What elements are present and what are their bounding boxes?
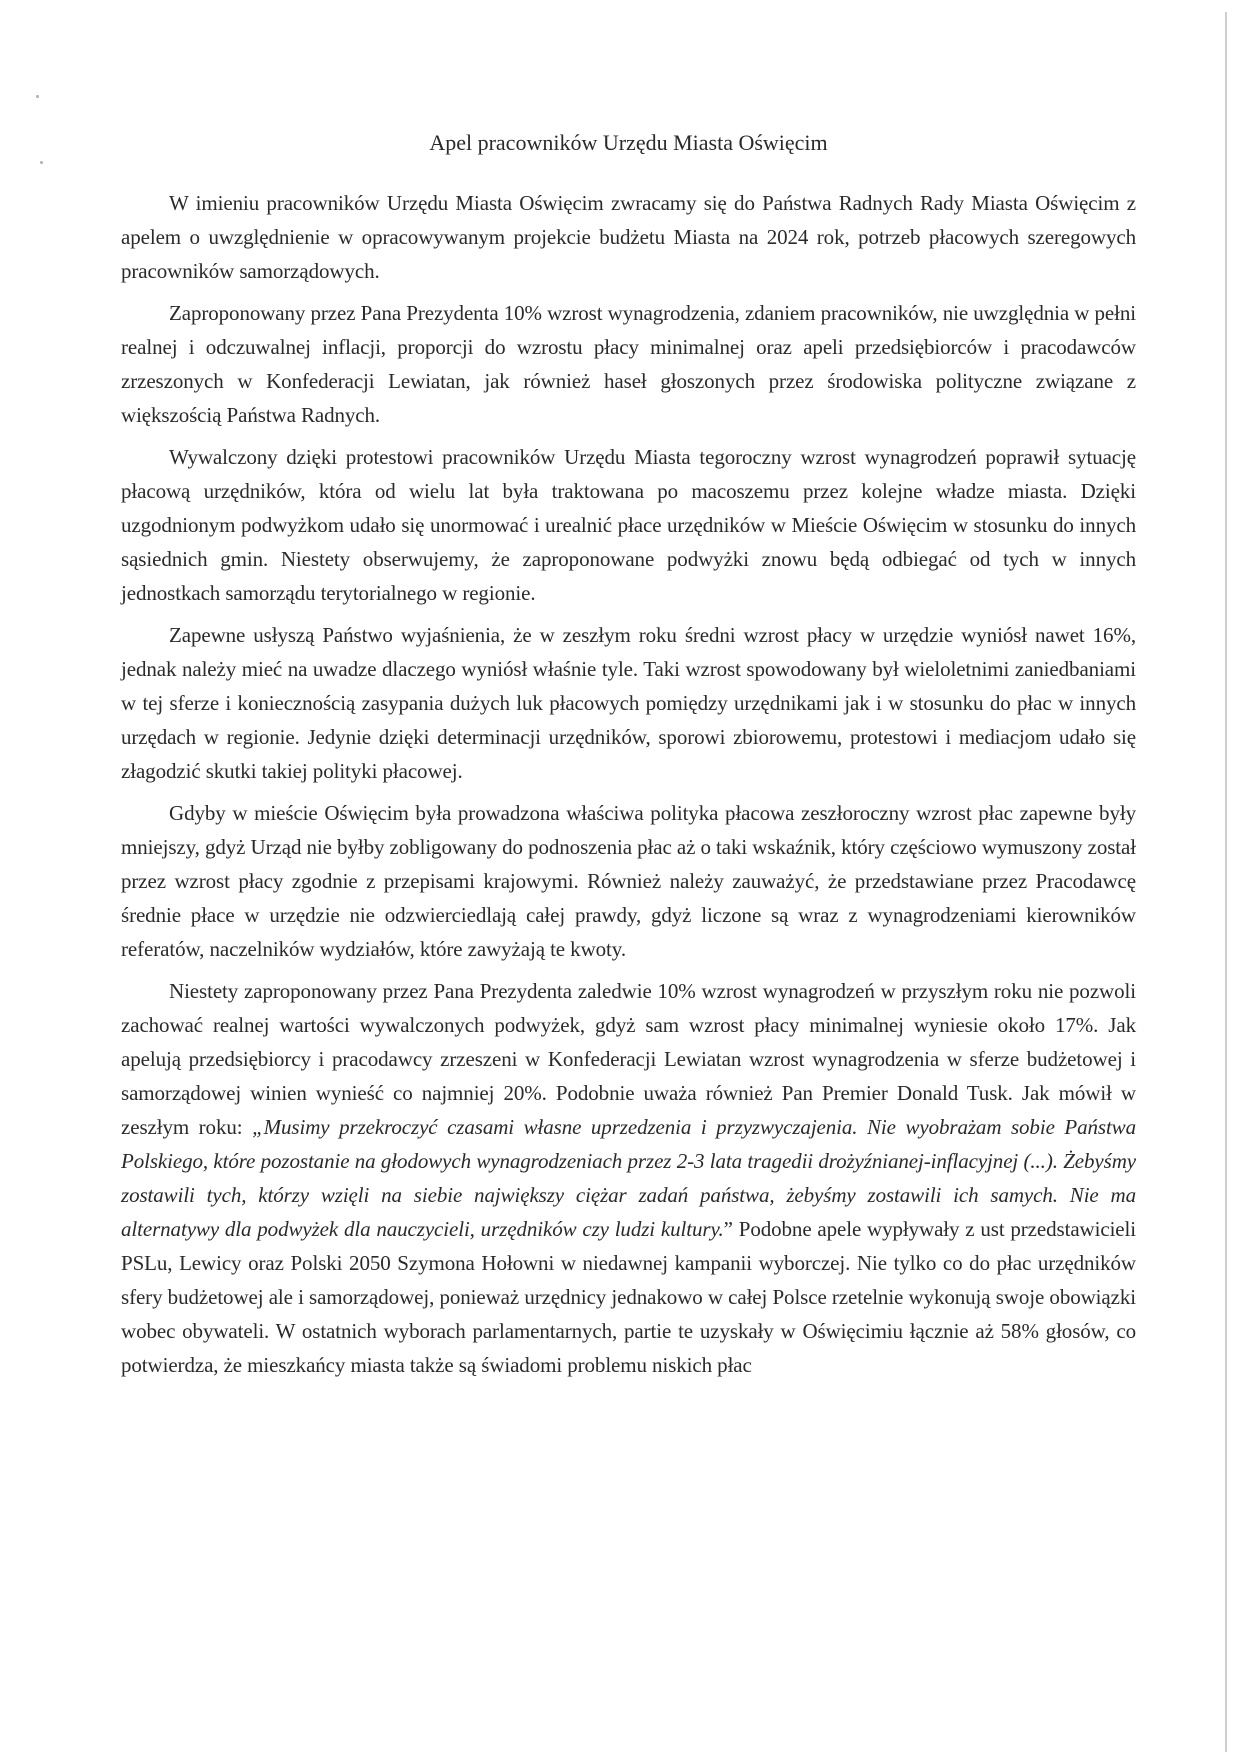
paragraph-1: W imieniu pracowników Urzędu Miasta Oświęcim zwracamy się do Państwa Radnych Rady Miasta Oświęcim z apelem o uwzględnienie w opracowywanym projekcie budżetu Miasta na 2024 rok, potrzeb płacowych szeregowych pracowników samorządowych. [121, 191, 1136, 283]
paragraph-4: Zapewne usłyszą Państwo wyjaśnienia, że w zeszłym roku średni wzrost płacy w urzędzie wyniósł nawet 16%, jednak należy mieć na uwadze dlaczego wyniósł właśnie tyle. Taki wzrost spowodowany był wieloletnimi zaniedbaniami w tej sferze i koniecznością zasypania dużych luk płacowych pomiędzy urzędnikami jak i w stosunku do płac w innych urzędach w regionie. Jedynie dzięki determinacji urzędników, sporowi zbiorowemu, protestowi i mediacjom udało się złagodzić skutki takiej polityki płacowej. [121, 623, 1136, 783]
document-page [121, 128, 1136, 1390]
document-title: Apel pracowników Urzędu Miasta Oświęcim [429, 130, 828, 155]
paragraph-5: Gdyby w mieście Oświęcim była prowadzona właściwa polityka płacowa zeszłoroczny wzrost płac zapewne były mniejszy, gdyż Urząd nie byłby zobligowany do podnoszenia płac aż o taki wskaźnik, który częściowo wymuszony został przez wzrost płacy zgodnie z przepisami krajowymi. Również należy zauważyć, że przedstawiane przez Pracodawcę średnie płace w urzędzie nie odzwierciedlają całej prawdy, gdyż liczone są wraz z wynagrodzeniami kierowników referatów, naczelników wydziałów, które zawyżają te kwoty. [121, 801, 1136, 961]
paragraph-3: Wywalczony dzięki protestowi pracowników Urzędu Miasta tegoroczny wzrost wynagrodzeń poprawił sytuację płacową urzędników, która od wielu lat była traktowana po macoszemu przez kolejne władze miasta. Dzięki uzgodnionym podwyżkom udało się unormować i urealnić płace urzędników w Mieście Oświęcim w stosunku do innych sąsiednich gmin. Niestety obserwujemy, że zaproponowane podwyżki znowu będą odbiegać od tych w innych jednostkach samorządu terytorialnego w regionie. [121, 445, 1136, 605]
paragraph-6-continuation: ” Podobne apele wypływały z ust przedstawicieli PSLu, Lewicy oraz Polski 2050 Szymona Hołowni w niedawnej kampanii wyborczej. Nie tylko co do płac urzędników sfery budżetowej ale i samorządowej, ponieważ urzędnicy jednakowo w całej Polsce rzetelnie wykonują swoje obowiązki wobec obywateli. W ostatnich wyborach parlamentarnych, partie te uzyskały w Oświęcimiu łącznie aż 58% głosów, co potwierdza, że mieszkańcy miasta także są świadomi problemu niskich płac [121, 1217, 1136, 1377]
paragraph-2: Zaproponowany przez Pana Prezydenta 10% wzrost wynagrodzenia, zdaniem pracowników, nie uwzględnia w pełni realnej i odczuwalnej inflacji, proporcji do wzrostu płacy minimalnej oraz apeli przedsiębiorców i pracodawców zrzeszonych w Konfederacji Lewiatan, jak również haseł głoszonych przez środowiska polityczne związane z większością Państwa Radnych. [121, 301, 1136, 427]
scan-speck [36, 95, 39, 98]
paragraph-6-intro: Niestety zaproponowany przez Pana Prezydenta zaledwie 10% wzrost wynagrodzeń w przyszłym roku nie pozwoli zachować realnej wartości wywalczonych podwyżek, gdyż sam wzrost płacy minimalnej wyniesie około 17%. Jak apelują przedsiębiorcy i pracodawcy zrzeszeni w Konfederacji Lewiatan wzrost wynagrodzenia w sferze budżetowej i samorządowej winien wynieść co najmniej 20%. Podobnie uważa również Pan Premier Donald Tusk. Jak mówił w zeszłym roku: [121, 979, 1136, 1139]
tusk-quote: „Musimy przekroczyć czasami własne uprzedzenia i przyzwyczajenia. Nie wyobrażam sobie Państwa Polskiego, które pozostanie na głodowych wynagrodzeniach przez 2-3 lata tragedii drożyźnianej-inflacyjnej (...). Żebyśmy zostawili tych, którzy wzięli na siebie największy ciężar zadań państwa, żebyśmy zostawili ich samych. Nie ma alternatywy dla podwyżek dla nauczycieli, urzędników czy ludzi kultury. [121, 1115, 1136, 1241]
scan-speck [40, 161, 43, 164]
paragraph-6 [121, 974, 1136, 1382]
scan-edge-line [1225, 12, 1227, 1752]
